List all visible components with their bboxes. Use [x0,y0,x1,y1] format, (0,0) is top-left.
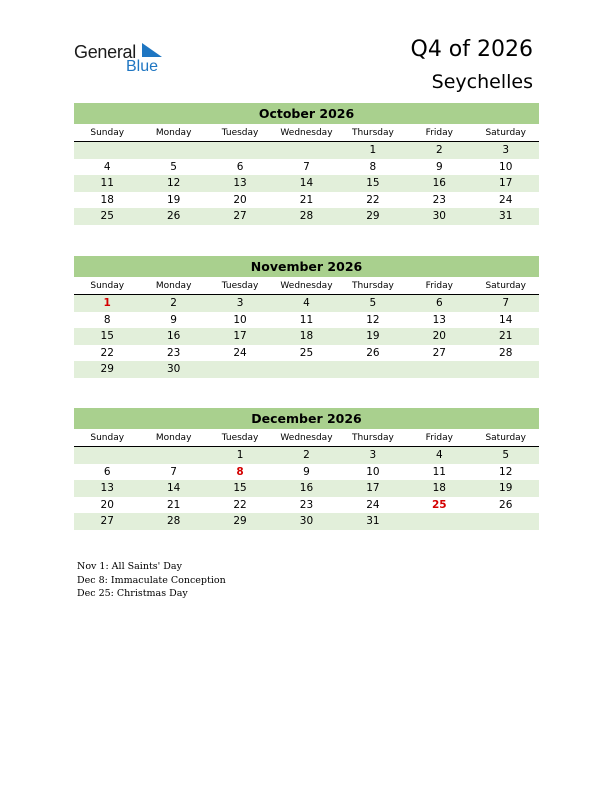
day-cell: 29 [233,515,247,527]
day-cell: 25 [100,210,114,222]
day-cell: 6 [435,297,443,309]
week-row [74,513,539,530]
day-cell: 8 [103,313,111,326]
day-cell: 11 [432,465,446,478]
month-title: October 2026 [74,103,539,124]
weekday-label: Thursday [351,281,394,291]
week-row [74,328,539,345]
weekday-label: Thursday [351,433,394,443]
weekday-label: Friday [425,281,453,291]
day-cell: 21 [499,330,513,342]
day-cell: 20 [233,193,247,206]
day-cell: 10 [499,160,513,173]
day-cell: 22 [366,193,380,206]
empty-day-cell [340,361,406,378]
day-cell: 14 [299,177,314,189]
weekday-label: Friday [425,433,453,443]
empty-day-cell [406,513,472,530]
day-cell: 13 [100,482,114,494]
empty-day-cell [74,447,140,464]
day-cell: 12 [166,177,181,189]
day-cell: 17 [366,482,380,494]
day-cell: 18 [100,193,114,206]
day-cell: 29 [366,210,380,222]
day-cell: 11 [100,177,114,189]
holiday-day-cell: 1 [103,297,111,309]
weekday-label: Monday [155,128,192,138]
week-row [74,175,539,192]
day-cell: 12 [499,465,513,478]
week-row [74,345,539,362]
month-december [74,408,539,530]
logo-general-text: General [74,42,136,62]
day-cell: 4 [103,160,111,173]
weekday-label: Tuesday [221,433,259,443]
day-cell: 24 [366,498,380,511]
empty-day-cell [273,361,339,378]
logo-blue-text: Blue [126,58,159,75]
day-cell: 20 [432,330,446,342]
week-row [74,312,539,329]
empty-day-cell [207,142,273,159]
week-row [74,295,539,312]
empty-day-cell [207,361,273,378]
weekday-label: Saturday [485,433,527,443]
holiday-note: Dec 25: Christmas Day [77,588,188,599]
day-cell: 27 [233,210,247,222]
logo [74,42,174,78]
day-cell: 26 [499,498,513,511]
day-cell: 17 [233,330,247,342]
day-cell: 1 [369,144,377,156]
weekday-label: Tuesday [221,281,259,291]
day-cell: 17 [499,177,513,189]
week-row [74,480,539,497]
day-cell: 23 [166,346,181,359]
day-cell: 1 [236,449,244,461]
day-cell: 21 [166,498,181,511]
weekday-label: Saturday [485,128,527,138]
week-row [74,208,539,225]
weekday-label: Monday [155,433,192,443]
day-cell: 15 [100,330,114,342]
day-cell: 27 [100,515,114,527]
empty-day-cell [74,142,140,159]
empty-day-cell [473,361,539,378]
day-cell: 30 [432,210,446,222]
weekday-label: Monday [155,281,192,291]
holiday-note: Nov 1: All Saints' Day [77,561,182,572]
day-cell: 18 [299,330,314,342]
weekday-label: Tuesday [221,128,259,138]
day-cell: 22 [100,346,114,359]
weekday-header-row [74,126,539,142]
week-row [74,497,539,514]
day-cell: 30 [299,515,314,527]
week-row [74,447,539,464]
day-cell: 11 [299,313,314,326]
day-cell: 30 [166,363,181,375]
day-cell: 10 [233,313,247,326]
day-cell: 23 [299,498,314,511]
weekday-label: Sunday [90,128,125,138]
month-title: November 2026 [74,256,539,277]
weekday-label: Wednesday [280,281,333,291]
day-cell: 8 [369,160,377,173]
day-cell: 14 [499,313,513,326]
day-cell: 24 [233,346,247,359]
day-cell: 9 [435,160,443,173]
day-cell: 7 [502,297,510,309]
day-cell: 19 [366,330,380,342]
day-cell: 19 [499,482,513,494]
day-cell: 6 [236,160,244,173]
day-cell: 23 [432,193,446,206]
day-cell: 28 [299,210,314,222]
day-cell: 14 [166,482,181,494]
empty-day-cell [140,142,206,159]
holiday-note: Dec 8: Immaculate Conception [77,574,226,586]
month-title: December 2026 [74,408,539,429]
holiday-notes [77,560,226,601]
holiday-day-cell: 25 [432,498,447,511]
day-cell: 9 [303,465,310,478]
empty-day-cell [273,142,339,159]
day-cell: 29 [100,363,114,375]
weekday-label: Wednesday [280,433,333,443]
day-cell: 31 [499,210,513,222]
day-cell: 7 [303,160,310,173]
day-cell: 25 [299,346,314,359]
day-cell: 20 [100,498,114,511]
day-cell: 19 [166,193,181,206]
day-cell: 3 [369,449,377,461]
weekday-header-row [74,279,539,295]
day-cell: 28 [499,346,513,359]
day-cell: 21 [299,193,314,206]
day-cell: 16 [166,330,181,342]
day-cell: 13 [233,177,247,189]
day-cell: 26 [166,210,181,222]
week-row [74,361,539,378]
empty-day-cell [473,513,539,530]
day-cell: 4 [435,449,443,461]
day-cell: 4 [303,297,310,309]
holiday-day-cell: 8 [236,465,244,478]
day-cell: 9 [170,313,177,326]
day-cell: 27 [432,346,446,359]
weekday-label: Friday [425,128,453,138]
day-cell: 15 [366,177,380,189]
day-cell: 16 [432,177,446,189]
day-cell: 6 [103,465,111,478]
day-cell: 2 [435,144,443,156]
empty-day-cell [140,447,206,464]
weekday-label: Thursday [351,128,394,138]
week-row [74,192,539,209]
day-cell: 31 [366,515,380,527]
day-cell: 15 [233,482,247,494]
weekday-label: Sunday [90,433,125,443]
logo-triangle-icon [142,43,162,59]
week-row [74,464,539,481]
weekday-label: Saturday [485,281,527,291]
day-cell: 7 [170,465,177,478]
week-row [74,159,539,176]
page-title: Q4 of 2026 [410,37,533,62]
day-cell: 12 [366,313,380,326]
day-cell: 22 [233,498,247,511]
day-cell: 24 [499,193,513,206]
day-cell: 5 [170,160,177,173]
day-cell: 3 [236,297,244,309]
empty-day-cell [406,361,472,378]
month-november [74,256,539,378]
weekday-label: Wednesday [280,128,333,138]
day-cell: 5 [369,297,377,309]
month-october [74,103,539,225]
day-cell: 2 [170,297,177,309]
day-cell: 5 [502,449,510,461]
day-cell: 3 [502,144,510,156]
day-cell: 28 [166,515,181,527]
day-cell: 2 [303,449,310,461]
day-cell: 13 [432,313,446,326]
weekday-header-row [74,431,539,447]
country-name: Seychelles [431,71,533,93]
day-cell: 18 [432,482,446,494]
week-row [74,142,539,159]
weekday-label: Sunday [90,281,125,291]
day-cell: 26 [366,346,380,359]
day-cell: 10 [366,465,380,478]
day-cell: 16 [299,482,314,494]
